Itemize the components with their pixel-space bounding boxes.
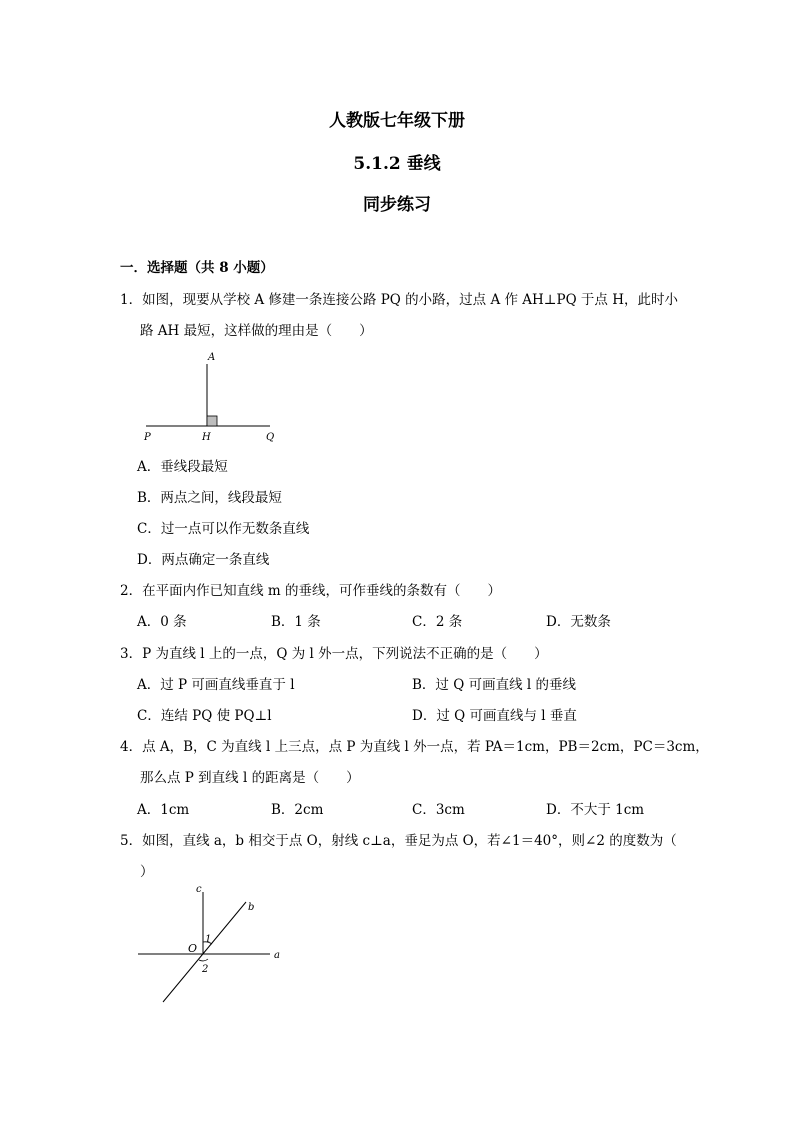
- section-heading: 一．选择题（共 8 小题）: [120, 260, 274, 276]
- figure-label-h: H: [202, 432, 211, 443]
- figure-label-c: c: [196, 884, 202, 895]
- question-3-option-a: A．过 P 可画直线垂直于 l: [137, 677, 295, 693]
- question-4-option-a: A．1cm: [137, 802, 190, 818]
- question-3-option-c: C．连结 PQ 使 PQ⊥l: [137, 708, 272, 724]
- question-2-option-d: D．无数条: [546, 614, 611, 630]
- question-2-option-a: A．0 条: [137, 614, 187, 630]
- question-5-line-2: ）: [140, 864, 154, 880]
- page-subtitle: 同步练习: [363, 195, 431, 215]
- figure-label-2: 2: [202, 964, 209, 975]
- question-3-option-b: B．过 Q 可画直线 l 的垂线: [412, 677, 576, 693]
- figure-label-p: P: [144, 432, 151, 443]
- question-1-figure: [138, 348, 288, 446]
- figure-label-q: Q: [266, 432, 275, 443]
- figure-label-1: 1: [205, 934, 212, 945]
- question-2-option-b: B．1 条: [271, 614, 321, 630]
- question-3-line-1: 3．P 为直线 l 上的一点，Q 为 l 外一点，下列说法不正确的是（ ）: [120, 646, 548, 662]
- question-1-option-a: A．垂线段最短: [137, 459, 228, 475]
- question-1-option-c: C．过一点可以作无数条直线: [137, 521, 310, 537]
- question-4-option-b: B．2cm: [271, 802, 324, 818]
- question-1-option-b: B．两点之间，线段最短: [137, 490, 282, 506]
- question-4-line-1: 4．点 A，B，C 为直线 l 上三点，点 P 为直线 l 外一点，若 PA＝1cm，PB＝2cm，PC＝3cm，: [120, 739, 709, 755]
- question-5-line-1: 5．如图，直线 a，b 相交于点 O，射线 c⊥a，垂足为点 O，若∠1＝40°，则∠2 的度数为（: [120, 833, 677, 849]
- question-1-line-2: 路 AH 最短，这样做的理由是（ ）: [140, 323, 373, 339]
- figure-label-a: a: [274, 950, 280, 961]
- figure-label-b: b: [248, 902, 255, 913]
- question-4-option-d: D．不大于 1cm: [546, 802, 645, 818]
- question-2-option-c: C．2 条: [412, 614, 463, 630]
- lesson-title: 5.1.2 垂线: [353, 154, 441, 174]
- figure-label-a: A: [208, 352, 216, 363]
- question-1-line-1: 1．如图，现要从学校 A 修建一条连接公路 PQ 的小路，过点 A 作 AH⊥PQ 于点 H，此时小: [120, 292, 679, 308]
- question-3-option-d: D．过 Q 可画直线与 l 垂直: [412, 708, 577, 724]
- question-2-line-1: 2．在平面内作已知直线 m 的垂线，可作垂线的条数有（ ）: [120, 583, 501, 599]
- page-title: 人教版七年级下册: [329, 111, 465, 131]
- question-1-option-d: D．两点确定一条直线: [137, 552, 270, 568]
- question-4-line-2: 那么点 P 到直线 l 的距离是（ ）: [140, 770, 360, 786]
- question-5-figure: [130, 882, 300, 1010]
- question-4-option-c: C．3cm: [412, 802, 465, 818]
- figure-label-o: O: [188, 942, 198, 955]
